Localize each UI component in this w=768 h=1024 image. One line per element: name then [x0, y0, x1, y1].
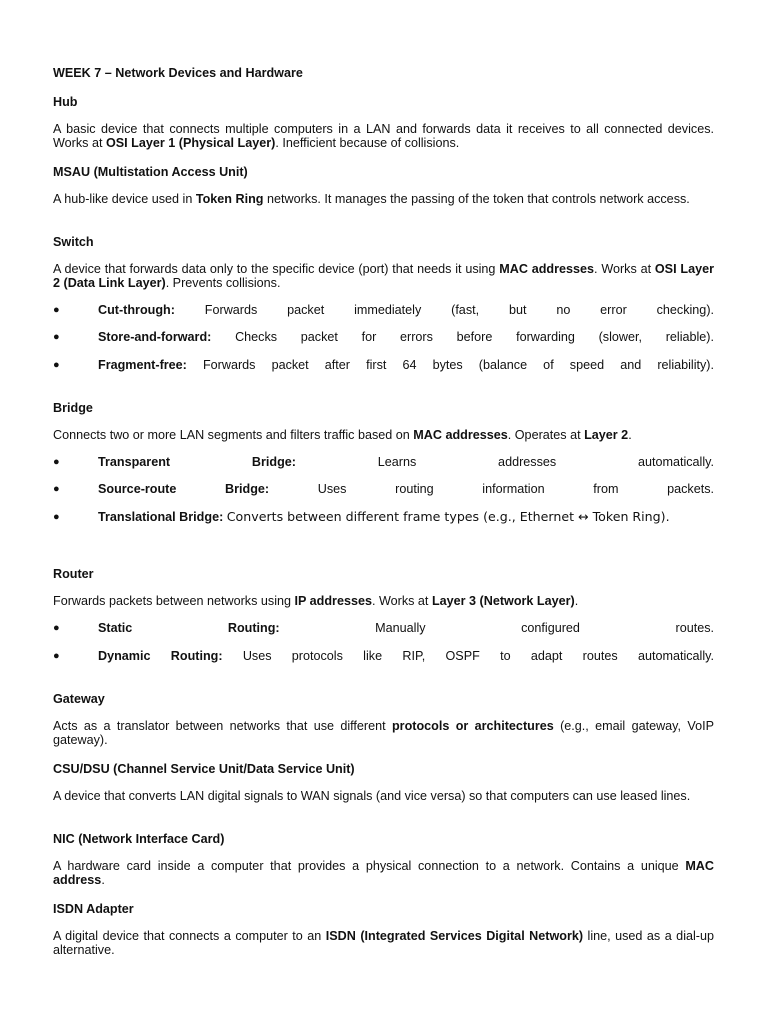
page-title: WEEK 7 – Network Devices and Hardware	[53, 66, 303, 80]
paragraph-gateway: Acts as a translator between networks that use different protocols or architectures (e.g., email gateway, VoIP gateway).	[53, 719, 714, 747]
paragraph-switch: A device that forwards data only to the specific device (port) that needs it using MAC addresses. Works at OSI Layer 2 (Data Link Layer). Prevents collisions.	[53, 262, 714, 290]
heading-csudsu: CSU/DSU (Channel Service Unit/Data Service Unit)	[53, 762, 355, 776]
bullet-icon: ●	[53, 359, 60, 371]
paragraph-bridge: Connects two or more LAN segments and filters traffic based on MAC addresses. Operates at Layer 2.	[53, 428, 632, 442]
bullet-icon: ●	[53, 622, 60, 634]
paragraph-csudsu: A device that converts LAN digital signals to WAN signals (and vice versa) so that computers can use leased lines.	[53, 789, 691, 803]
heading-hub: Hub	[53, 95, 78, 109]
heading-msau: MSAU (Multistation Access Unit)	[53, 165, 248, 179]
bullet-icon: ●	[53, 304, 60, 316]
list-item: ● Fragment-free: Forwards packet after first 64 bytes (balance of speed and reliability).	[53, 358, 715, 372]
heading-router: Router	[53, 567, 94, 581]
document-page	[53, 0, 714, 1024]
paragraph-nic: A hardware card inside a computer that provides a physical connection to a network. Contains a unique MAC address.	[53, 859, 714, 887]
bullet-icon: ●	[53, 483, 60, 495]
paragraph-msau: A hub-like device used in Token Ring networks. It manages the passing of the token that controls network access.	[53, 192, 690, 206]
list-item: ● Translational Bridge: Converts between different frame types (e.g., Ethernet ↔ Token Ring).	[53, 509, 670, 524]
heading-isdn: ISDN Adapter	[53, 902, 134, 916]
bullet-icon: ●	[53, 331, 60, 343]
list-item: ● Cut-through: Forwards packet immediately (fast, but no error checking).	[53, 303, 715, 317]
heading-nic: NIC (Network Interface Card)	[53, 832, 225, 846]
paragraph-hub: A basic device that connects multiple computers in a LAN and forwards data it receives to all connected devices. Works at OSI Layer 1 (Physical Layer). Inefficient because of collisions.	[53, 122, 714, 150]
bullet-icon: ●	[53, 456, 60, 468]
bullet-icon: ●	[53, 511, 60, 523]
list-item: ● Source-route Bridge: Uses routing information from packets.	[53, 482, 714, 496]
paragraph-router: Forwards packets between networks using IP addresses. Works at Layer 3 (Network Layer).	[53, 594, 579, 608]
heading-gateway: Gateway	[53, 692, 105, 706]
heading-switch: Switch	[53, 235, 94, 249]
bullet-icon: ●	[53, 650, 60, 662]
list-item: ● Dynamic Routing: Uses protocols like RIP, OSPF to adapt routes automatically.	[53, 649, 715, 663]
list-item: ● Static Routing: Manually configured routes.	[53, 621, 714, 635]
heading-bridge: Bridge	[53, 401, 93, 415]
list-item: ● Transparent Bridge: Learns addresses automatically.	[53, 455, 715, 469]
paragraph-isdn: A digital device that connects a computer to an ISDN (Integrated Services Digital Network) line, used as a dial-up alternative.	[53, 929, 714, 957]
list-item: ● Store-and-forward: Checks packet for errors before forwarding (slower, reliable).	[53, 330, 715, 344]
